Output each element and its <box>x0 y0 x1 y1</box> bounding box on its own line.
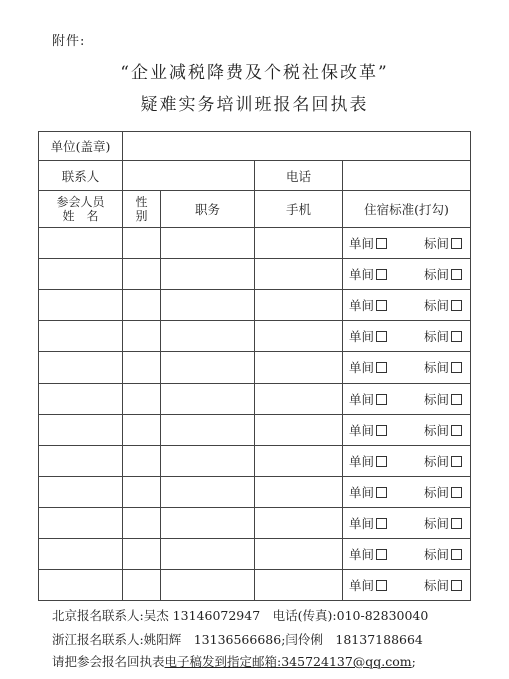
single-room-label: 单间 <box>349 577 375 593</box>
standard-room-checkbox[interactable] <box>451 456 462 467</box>
attendee-mobile-field[interactable] <box>255 414 343 445</box>
attendee-gender-field[interactable] <box>123 228 161 259</box>
attendee-gender-field[interactable] <box>123 321 161 352</box>
header-gender <box>123 191 161 228</box>
standard-room-label: 标间 <box>423 515 449 531</box>
attendee-gender-field[interactable] <box>123 259 161 290</box>
header-attendee-name-line2: 姓 名 <box>62 209 99 224</box>
single-room-checkbox[interactable] <box>376 549 387 560</box>
attendee-name-field[interactable] <box>39 445 123 476</box>
standard-room-label: 标间 <box>423 546 449 562</box>
standard-room-label: 标间 <box>423 329 449 345</box>
attendee-name-field[interactable] <box>39 259 123 290</box>
lodging-options <box>343 569 471 600</box>
standard-room-label: 标间 <box>423 360 449 376</box>
attendee-mobile-field[interactable] <box>255 352 343 383</box>
header-gender-line2: 别 <box>135 209 148 224</box>
standard-room-checkbox[interactable] <box>451 300 462 311</box>
unit-row <box>39 132 471 161</box>
lodging-options <box>343 290 471 321</box>
single-room-option[interactable] <box>349 234 387 252</box>
standard-room-label: 标间 <box>423 577 449 593</box>
email-prefix: 请把参会报名回执表 <box>52 654 165 669</box>
contact-field[interactable] <box>123 161 255 191</box>
standard-room-label: 标间 <box>423 453 449 469</box>
single-room-checkbox[interactable] <box>376 269 387 280</box>
standard-room-checkbox[interactable] <box>451 331 462 342</box>
attendee-gender-field[interactable] <box>123 414 161 445</box>
single-room-label: 单间 <box>349 546 375 562</box>
attendee-mobile-field[interactable] <box>255 569 343 600</box>
standard-room-checkbox[interactable] <box>451 549 462 560</box>
header-attendee-name-line1: 参会人员 <box>56 195 105 210</box>
single-room-label: 单间 <box>349 329 375 345</box>
single-room-checkbox[interactable] <box>376 300 387 311</box>
attendee-mobile-field[interactable] <box>255 476 343 507</box>
attendee-position-field[interactable] <box>161 414 255 445</box>
standard-room-checkbox[interactable] <box>451 487 462 498</box>
standard-room-option[interactable] <box>424 390 462 408</box>
attendee-mobile-field[interactable] <box>255 228 343 259</box>
attendee-row <box>39 383 471 414</box>
attendee-row <box>39 414 471 445</box>
attendee-position-field[interactable] <box>161 507 255 538</box>
document-subtitle: 疑难实务培训班报名回执表 <box>140 95 369 115</box>
standard-room-checkbox[interactable] <box>451 394 462 405</box>
single-room-label: 单间 <box>349 422 375 438</box>
email-instruction <box>52 652 416 670</box>
standard-room-label: 标间 <box>423 484 449 500</box>
attendee-gender-field[interactable] <box>123 352 161 383</box>
single-room-option[interactable] <box>349 327 387 345</box>
attendee-position-field[interactable] <box>161 259 255 290</box>
attendee-gender-field[interactable] <box>123 290 161 321</box>
lodging-options <box>343 507 471 538</box>
attendee-name-field[interactable] <box>39 538 123 569</box>
attendee-mobile-field[interactable] <box>255 383 343 414</box>
lodging-options <box>343 321 471 352</box>
single-room-label: 单间 <box>349 267 375 283</box>
registration-form-table <box>38 131 471 601</box>
single-room-option[interactable] <box>349 390 387 408</box>
standard-room-checkbox[interactable] <box>451 269 462 280</box>
attendee-mobile-field[interactable] <box>255 290 343 321</box>
standard-room-option[interactable] <box>424 358 462 376</box>
attendee-mobile-field[interactable] <box>255 445 343 476</box>
header-gender-line1: 性 <box>135 195 148 210</box>
attendee-position-field[interactable] <box>161 445 255 476</box>
unit-label: 单位(盖章) <box>39 132 123 161</box>
header-mobile: 手机 <box>255 191 343 228</box>
attendee-position-field[interactable] <box>161 290 255 321</box>
attendee-position-field[interactable] <box>161 383 255 414</box>
attendee-name-field[interactable] <box>39 476 123 507</box>
single-room-option[interactable] <box>349 483 387 501</box>
attendee-row <box>39 569 471 600</box>
attendee-mobile-field[interactable] <box>255 538 343 569</box>
single-room-checkbox[interactable] <box>376 487 387 498</box>
single-room-option[interactable] <box>349 514 387 532</box>
standard-room-option[interactable] <box>424 234 462 252</box>
attendee-gender-field[interactable] <box>123 538 161 569</box>
attendee-row <box>39 538 471 569</box>
standard-room-option[interactable] <box>424 327 462 345</box>
attendee-position-field[interactable] <box>161 228 255 259</box>
single-room-checkbox[interactable] <box>376 456 387 467</box>
contact-row <box>39 161 471 191</box>
attendee-gender-field[interactable] <box>123 569 161 600</box>
attendee-mobile-field[interactable] <box>255 259 343 290</box>
attendee-name-field[interactable] <box>39 290 123 321</box>
header-lodging: 住宿标准(打勾) <box>343 191 471 228</box>
attendee-position-field[interactable] <box>161 352 255 383</box>
single-room-checkbox[interactable] <box>376 238 387 249</box>
attendee-gender-field[interactable] <box>123 445 161 476</box>
attendee-mobile-field[interactable] <box>255 507 343 538</box>
standard-room-checkbox[interactable] <box>451 425 462 436</box>
standard-room-checkbox[interactable] <box>451 580 462 591</box>
single-room-option[interactable] <box>349 576 387 594</box>
single-room-option[interactable] <box>349 358 387 376</box>
attendee-name-field[interactable] <box>39 569 123 600</box>
attendee-mobile-field[interactable] <box>255 321 343 352</box>
attendee-name-field[interactable] <box>39 352 123 383</box>
attendee-position-field[interactable] <box>161 538 255 569</box>
standard-room-option[interactable] <box>424 265 462 283</box>
single-room-option[interactable] <box>349 421 387 439</box>
header-position: 职务 <box>161 191 255 228</box>
standard-room-checkbox[interactable] <box>451 518 462 529</box>
beijing-contact: 北京报名联系人:吴杰 13146072947 电话(传真):010-82830040 <box>52 608 429 623</box>
standard-room-option[interactable] <box>424 545 462 563</box>
lodging-options <box>343 445 471 476</box>
attendee-row <box>39 259 471 290</box>
standard-room-option[interactable] <box>424 296 462 314</box>
lodging-options <box>343 476 471 507</box>
standard-room-option[interactable] <box>424 483 462 501</box>
single-room-checkbox[interactable] <box>376 394 387 405</box>
single-room-checkbox[interactable] <box>376 425 387 436</box>
lodging-options <box>343 414 471 445</box>
lodging-options <box>343 228 471 259</box>
single-room-label: 单间 <box>349 453 375 469</box>
standard-room-label: 标间 <box>423 236 449 252</box>
attachment-label: 附件: <box>52 34 86 49</box>
standard-room-checkbox[interactable] <box>451 362 462 373</box>
single-room-label: 单间 <box>349 515 375 531</box>
attendee-name-field[interactable] <box>39 383 123 414</box>
attendee-name-field[interactable] <box>39 228 123 259</box>
standard-room-label: 标间 <box>423 267 449 283</box>
single-room-option[interactable] <box>349 296 387 314</box>
document-title: “企业减税降费及个税社保改革” <box>120 63 389 83</box>
attendee-gender-field[interactable] <box>123 476 161 507</box>
single-room-option[interactable] <box>349 452 387 470</box>
attendee-name-field[interactable] <box>39 321 123 352</box>
attendee-name-field[interactable] <box>39 507 123 538</box>
single-room-label: 单间 <box>349 236 375 252</box>
phone-label: 电话 <box>255 161 343 191</box>
attendee-row <box>39 507 471 538</box>
email-suffix: ; <box>411 654 416 669</box>
attendee-position-field[interactable] <box>161 476 255 507</box>
single-room-checkbox[interactable] <box>376 580 387 591</box>
attendee-name-field[interactable] <box>39 414 123 445</box>
standard-room-option[interactable] <box>424 514 462 532</box>
single-room-option[interactable] <box>349 545 387 563</box>
standard-room-label: 标间 <box>423 391 449 407</box>
phone-field[interactable] <box>343 161 471 191</box>
header-attendee-name <box>39 191 123 228</box>
zhejiang-contact: 浙江报名联系人:姚阳辉 13136566686;闫伶俐 18137188664 <box>52 632 423 647</box>
standard-room-checkbox[interactable] <box>451 238 462 249</box>
attendee-gender-field[interactable] <box>123 507 161 538</box>
attendee-position-field[interactable] <box>161 569 255 600</box>
standard-room-option[interactable] <box>424 421 462 439</box>
attendee-position-field[interactable] <box>161 321 255 352</box>
email-address: 电子稿发到指定邮箱:345724137@qq.com <box>164 654 412 669</box>
standard-room-option[interactable] <box>424 452 462 470</box>
attendee-row <box>39 352 471 383</box>
lodging-options <box>343 383 471 414</box>
single-room-label: 单间 <box>349 391 375 407</box>
standard-room-label: 标间 <box>423 422 449 438</box>
unit-field[interactable] <box>123 132 471 161</box>
attendee-row <box>39 445 471 476</box>
attendee-row <box>39 290 471 321</box>
single-room-checkbox[interactable] <box>376 362 387 373</box>
column-header-row <box>39 191 471 228</box>
contact-label: 联系人 <box>39 161 123 191</box>
single-room-label: 单间 <box>349 360 375 376</box>
attendee-row <box>39 228 471 259</box>
single-room-label: 单间 <box>349 484 375 500</box>
standard-room-label: 标间 <box>423 298 449 314</box>
attendee-row <box>39 321 471 352</box>
lodging-options <box>343 352 471 383</box>
standard-room-option[interactable] <box>424 576 462 594</box>
single-room-checkbox[interactable] <box>376 518 387 529</box>
lodging-options <box>343 538 471 569</box>
single-room-label: 单间 <box>349 298 375 314</box>
lodging-options <box>343 259 471 290</box>
attendee-row <box>39 476 471 507</box>
single-room-option[interactable] <box>349 265 387 283</box>
single-room-checkbox[interactable] <box>376 331 387 342</box>
attendee-gender-field[interactable] <box>123 383 161 414</box>
